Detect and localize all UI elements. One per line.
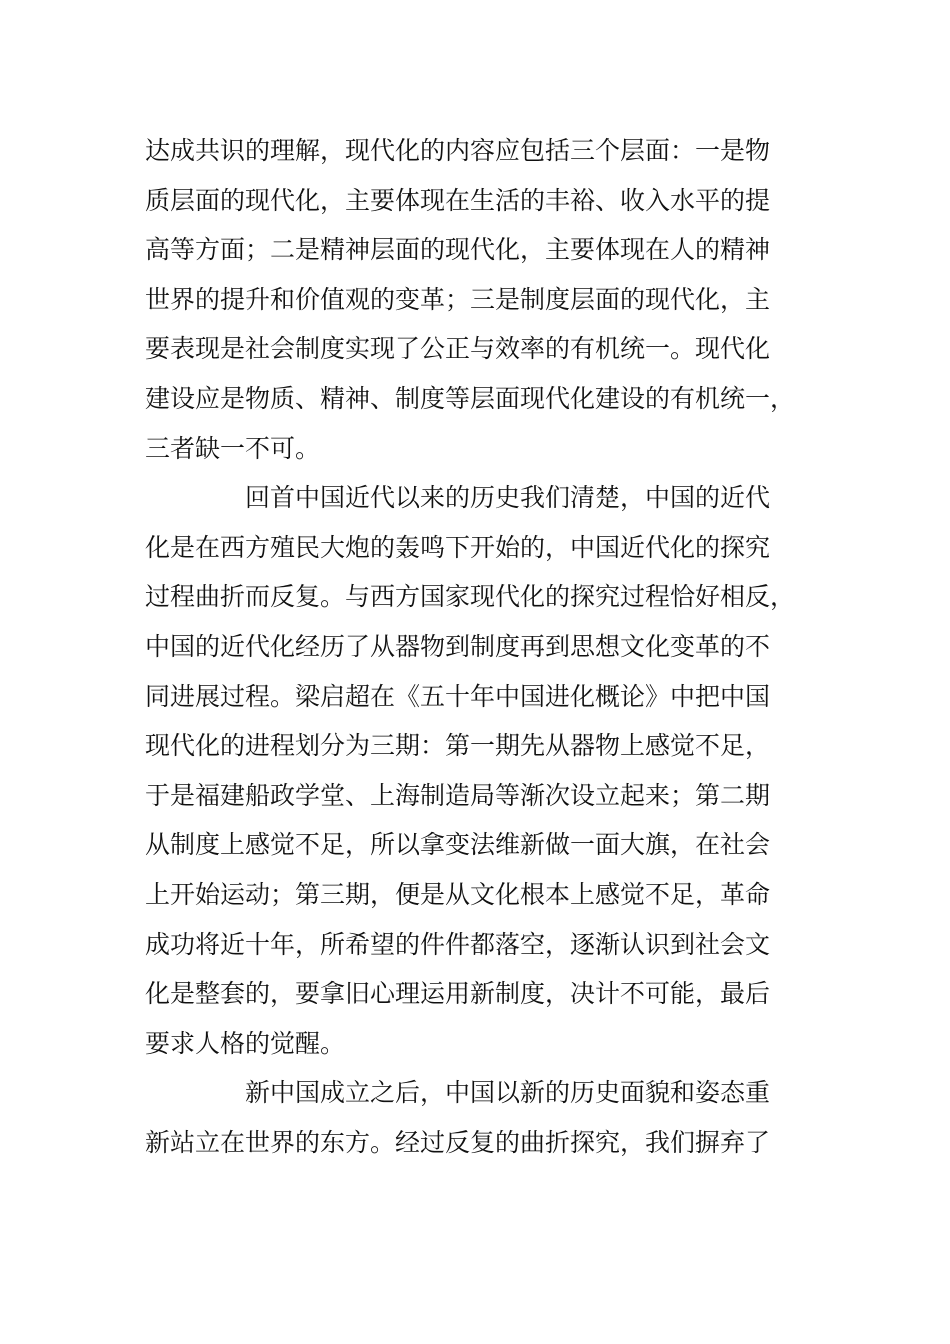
text-line: 高等方面；二是精神层面的现代化，主要体现在人的精神 xyxy=(145,235,771,265)
text-line: 同进展过程。梁启超在《五十年中国进化概论》中把中国 xyxy=(145,681,771,711)
text-line: 中国的近代化经历了从器物到制度再到思想文化变革的不 xyxy=(145,631,771,661)
text-line: 世界的提升和价值观的变革；三是制度层面的现代化，主 xyxy=(145,284,771,314)
text-line: 过程曲折而反复。与西方国家现代化的探究过程恰好相反， xyxy=(145,582,796,612)
text-line: 于是福建船政学堂、上海制造局等渐次设立起来；第二期 xyxy=(145,780,771,810)
text-line: 化是在西方殖民大炮的轰鸣下开始的，中国近代化的探究 xyxy=(145,532,771,562)
paragraph-first-line: 新中国成立之后，中国以新的历史面貌和姿态重 xyxy=(245,1078,771,1108)
text-line: 新站立在世界的东方。经过反复的曲折探究，我们摒弃了 xyxy=(145,1127,771,1157)
text-line: 质层面的现代化，主要体现在生活的丰裕、收入水平的提 xyxy=(145,185,771,215)
text-line: 化是整套的，要拿旧心理运用新制度，决计不可能，最后 xyxy=(145,979,771,1009)
text-line: 三者缺一不可。 xyxy=(145,433,321,463)
text-line: 要表现是社会制度实现了公正与效率的有机统一。现代化 xyxy=(145,334,771,364)
text-line: 要求人格的觉醒。 xyxy=(145,1028,346,1058)
document-body xyxy=(145,126,795,1167)
text-line: 上开始运动；第三期，便是从文化根本上感觉不足，革命 xyxy=(145,879,771,909)
text-line: 从制度上感觉不足，所以拿变法维新做一面大旗，在社会 xyxy=(145,830,771,860)
text-line: 成功将近十年，所希望的件件都落空，逐渐认识到社会文 xyxy=(145,929,771,959)
text-line: 建设应是物质、精神、制度等层面现代化建设的有机统一， xyxy=(145,383,796,413)
text-line: 达成共识的理解，现代化的内容应包括三个层面：一是物 xyxy=(145,136,771,165)
paragraph-first-line: 回首中国近代以来的历史我们清楚，中国的近代 xyxy=(245,483,771,513)
text-line: 现代化的进程划分为三期：第一期先从器物上感觉不足， xyxy=(145,731,771,761)
